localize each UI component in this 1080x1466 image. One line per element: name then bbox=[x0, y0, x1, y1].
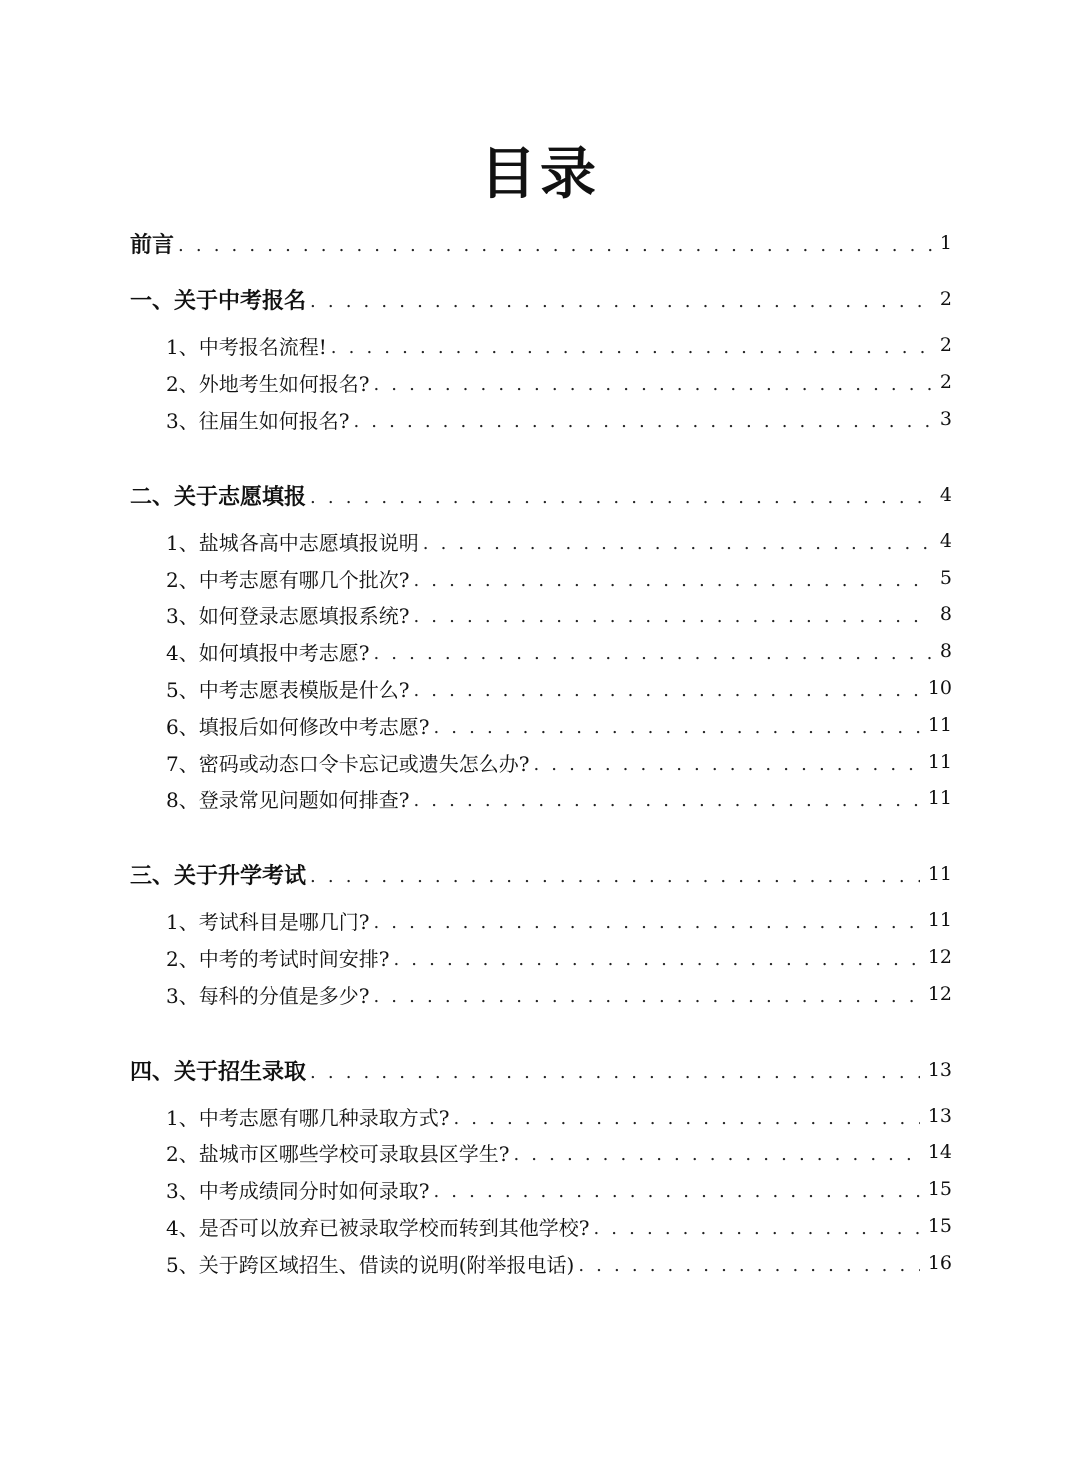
toc-section-1[interactable] bbox=[130, 281, 952, 317]
toc-section-page: 11 bbox=[927, 863, 952, 885]
toc-item-label: 3、往届生如何报名? bbox=[166, 408, 350, 433]
toc-item-page: 2 bbox=[939, 371, 952, 393]
toc-item-page: 11 bbox=[927, 909, 952, 931]
dot-leader bbox=[310, 862, 920, 887]
toc-item[interactable] bbox=[166, 976, 952, 1012]
toc-item-label: 8、登录常见问题如何排查? bbox=[166, 787, 410, 812]
page-title: 目录 bbox=[480, 141, 600, 207]
toc-item-label: 4、是否可以放弃已被录取学校而转到其他学校? bbox=[166, 1215, 590, 1240]
dot-leader bbox=[533, 750, 919, 775]
toc-item-label: 2、中考的考试时间安排? bbox=[166, 946, 390, 971]
toc-section-label: 一、关于中考报名 bbox=[130, 287, 307, 314]
toc-section-page: 2 bbox=[939, 288, 952, 310]
toc-item-label: 5、关于跨区域招生、借读的说明(附举报电话) bbox=[166, 1252, 575, 1277]
dot-leader bbox=[310, 483, 932, 508]
toc-item-page: 11 bbox=[927, 787, 952, 809]
dot-leader bbox=[373, 982, 919, 1007]
toc-item[interactable] bbox=[166, 939, 952, 975]
toc-section-3[interactable] bbox=[130, 856, 952, 892]
toc-item-label: 1、中考报名流程! bbox=[166, 334, 327, 359]
toc-item[interactable] bbox=[166, 707, 952, 743]
dot-leader bbox=[178, 231, 932, 256]
toc-item-page: 3 bbox=[939, 408, 952, 430]
toc-item-page: 16 bbox=[927, 1252, 952, 1274]
toc-item-label: 7、密码或动态口令卡忘记或遗失怎么办? bbox=[166, 751, 530, 776]
toc-item[interactable] bbox=[166, 364, 952, 400]
dot-leader bbox=[373, 639, 931, 664]
dot-leader bbox=[310, 287, 932, 312]
dot-leader bbox=[373, 908, 919, 933]
toc-item[interactable] bbox=[166, 780, 952, 816]
toc-item-page: 14 bbox=[927, 1141, 952, 1163]
toc-item-page: 15 bbox=[927, 1215, 952, 1237]
toc-item[interactable] bbox=[166, 633, 952, 669]
toc-item[interactable] bbox=[166, 327, 952, 363]
toc-item-label: 6、填报后如何修改中考志愿? bbox=[166, 714, 430, 739]
toc-item[interactable] bbox=[166, 1171, 952, 1207]
toc-item-label: 3、每科的分值是多少? bbox=[166, 983, 370, 1008]
toc-item-page: 12 bbox=[927, 983, 952, 1005]
dot-leader bbox=[423, 529, 932, 554]
toc-item[interactable] bbox=[166, 596, 952, 632]
toc-item-page: 4 bbox=[939, 530, 952, 552]
toc-item-page: 12 bbox=[927, 946, 952, 968]
toc-item-page: 13 bbox=[927, 1105, 952, 1127]
dot-leader bbox=[393, 945, 919, 970]
dot-leader bbox=[433, 713, 919, 738]
dot-leader bbox=[453, 1104, 919, 1129]
toc-item-page: 10 bbox=[927, 677, 952, 699]
toc-item-page: 11 bbox=[927, 714, 952, 736]
toc-item[interactable] bbox=[166, 744, 952, 780]
dot-leader bbox=[578, 1251, 919, 1276]
toc-item[interactable] bbox=[166, 560, 952, 596]
toc-item[interactable] bbox=[166, 401, 952, 437]
toc-item-label: 1、中考志愿有哪几种录取方式? bbox=[166, 1105, 450, 1130]
toc-item-label: 4、如何填报中考志愿? bbox=[166, 640, 370, 665]
dot-leader bbox=[413, 786, 919, 811]
toc-entry-page: 1 bbox=[939, 232, 952, 254]
toc-item-page: 8 bbox=[939, 603, 952, 625]
toc-item-label: 2、盐城市区哪些学校可录取县区学生? bbox=[166, 1141, 510, 1166]
toc-section-4[interactable] bbox=[130, 1052, 952, 1088]
toc-item[interactable] bbox=[166, 1208, 952, 1244]
toc-item[interactable] bbox=[166, 902, 952, 938]
dot-leader bbox=[310, 1058, 920, 1083]
toc-item-label: 2、中考志愿有哪几个批次? bbox=[166, 567, 410, 592]
toc-item-label: 1、考试科目是哪几门? bbox=[166, 909, 370, 934]
toc-item-label: 3、如何登录志愿填报系统? bbox=[166, 603, 410, 628]
toc-section-label: 四、关于招生录取 bbox=[130, 1058, 307, 1085]
dot-leader bbox=[331, 333, 932, 358]
toc-item-label: 1、盐城各高中志愿填报说明 bbox=[166, 530, 419, 555]
toc-item-label: 5、中考志愿表模版是什么? bbox=[166, 677, 410, 702]
toc-item[interactable] bbox=[166, 1134, 952, 1170]
toc-entry-preface[interactable] bbox=[130, 225, 952, 261]
toc-item[interactable] bbox=[166, 1098, 952, 1134]
toc-item-label: 2、外地考生如何报名? bbox=[166, 371, 370, 396]
toc-item-page: 2 bbox=[939, 334, 952, 356]
toc-item-page: 5 bbox=[939, 567, 952, 589]
dot-leader bbox=[353, 407, 931, 432]
toc-item-page: 15 bbox=[927, 1178, 952, 1200]
toc-item[interactable] bbox=[166, 523, 952, 559]
toc-section-label: 三、关于升学考试 bbox=[130, 862, 307, 889]
dot-leader bbox=[373, 370, 931, 395]
dot-leader bbox=[433, 1177, 919, 1202]
dot-leader bbox=[593, 1214, 919, 1239]
toc-section-2[interactable] bbox=[130, 477, 952, 513]
toc-item[interactable] bbox=[166, 670, 952, 706]
toc-section-label: 二、关于志愿填报 bbox=[130, 483, 307, 510]
toc-entry-label: 前言 bbox=[130, 231, 175, 258]
dot-leader bbox=[413, 602, 931, 627]
toc-section-page: 4 bbox=[939, 484, 952, 506]
dot-leader bbox=[413, 566, 931, 591]
dot-leader bbox=[513, 1140, 919, 1165]
toc-item[interactable] bbox=[166, 1245, 952, 1281]
toc-section-page: 13 bbox=[927, 1059, 952, 1081]
toc-item-page: 8 bbox=[939, 640, 952, 662]
dot-leader bbox=[413, 676, 919, 701]
toc-item-page: 11 bbox=[927, 751, 952, 773]
toc-item-label: 3、中考成绩同分时如何录取? bbox=[166, 1178, 430, 1203]
